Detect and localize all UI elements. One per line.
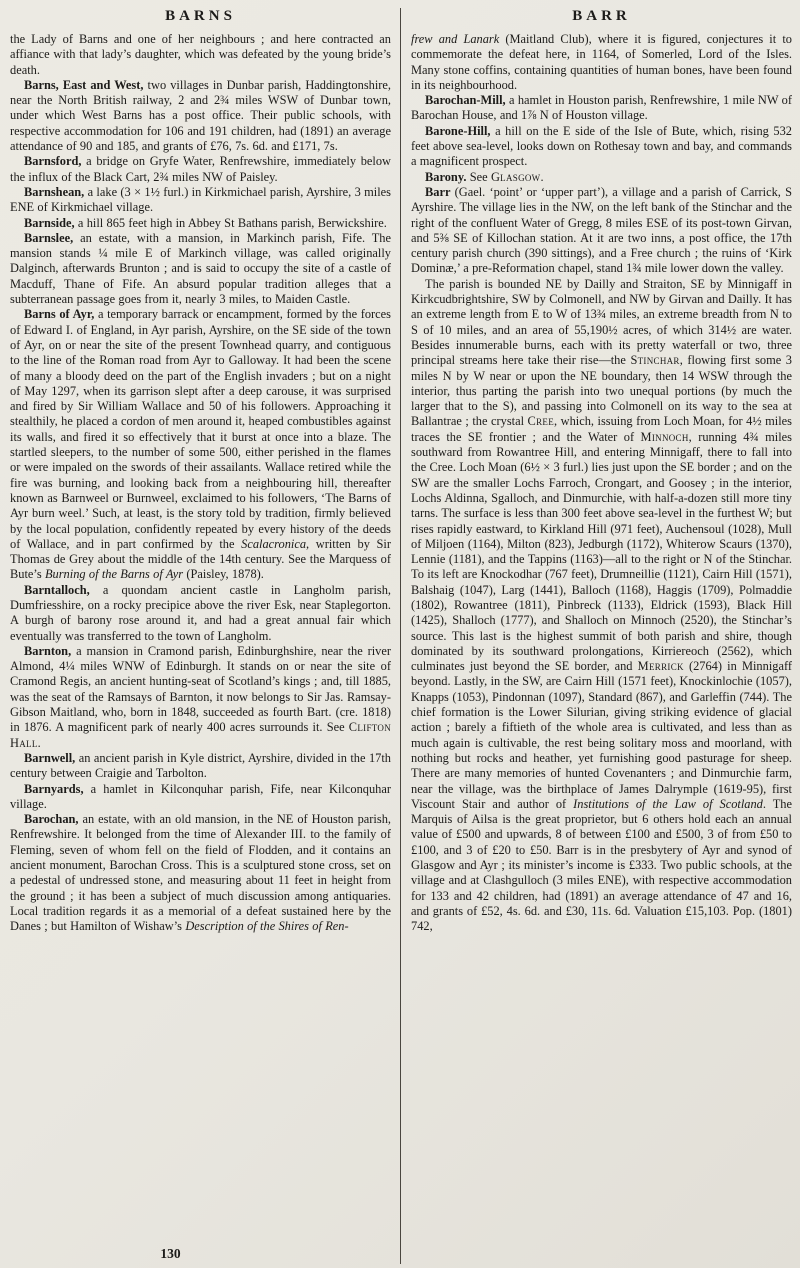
cross-reference: Stinchar [630, 353, 680, 368]
body-text: a bridge on Gryfe Water, Renfrewshire, immediately below the influx of the Black Cart, 2¾ miles NW of Paisley. [10, 154, 391, 184]
entry-paragraph [10, 782, 391, 813]
entry-paragraph [10, 751, 391, 782]
body-text: , flowing first some 3 miles N by W near or upon the NE boundary, then 14 WSW through the interior, thus parting the parish into two unequal portions (by much the larger that to the S), and passing into Colmonell on its way to the sea at Ballantrae ; the crystal [411, 353, 792, 429]
body-text: written by Sir Thomas de Grey about the middle of the 14th century. See the Marquess of Bute’s [10, 536, 391, 582]
page-number: 130 [160, 1246, 181, 1261]
body-text: (Maitland Club), where it is figured, conjectures it to commemorate the defeat here, in 1164, of Somerled, Lord of the Isles. Many stone coffins, containing quantities of human bones, have been found in its neighbourhood. [411, 32, 792, 92]
two-column-layout [10, 6, 792, 1264]
entry-name: Barr [425, 184, 451, 199]
entry-name: Barochan, [24, 812, 79, 827]
right-column [401, 6, 792, 1264]
entry-paragraph [10, 32, 391, 78]
entry-paragraph [10, 583, 391, 644]
body-text: (2764) in Minnigaff beyond. Lastly, in the SW, are Cairn Hill (1571 feet), Knockinlochie (1057), Knapps (1053), Pindonnan (1097), Standard (867), and Garleffin (744). The chief formation is the Lower Silurian, giving striking evidence of glacial action ; barely a fiftieth of the whole area is cultivated, and less than as much again is cultivable, the rest being solitary moss and moorland, with nothing but rocks and heather, yet furnishing good pasturage for sheep. There are many memories of hunted Covenanters ; and Dinmurchie farm, near the village, was the birthplace of James Dalrymple (1619-95), first Viscount Stair and author of [411, 659, 792, 811]
body-text: , running 4¾ miles southward from Rowantree Hill, and entering Minnigaff, there to fall into the Cree. Loch Moan (6½ × 3 furl.) lies just upon the SE border ; and on the SW are the smaller Lochs Farroch, Crongart, and Goosey ; in the interior, Lochs Aldinna, Sgalloch, and Dinmurchie, with half-a-dozen still more tiny tarns. The surface is less than 300 feet above sea-level in the furthest W; but rises rapidly eastward, to Kirkland Hill (971 feet), Auchensoul (1028), Mull of Miljoen (1164), Milton (823), Jedburgh (1172), Whiterow Scaurs (1370), Lennie (1181), and the Tappins (1163)—all to the right or N of the Stinchar. To its left are Knockodhar (767 feet), Drumneillie (1121), Cairn Hill (1571), Balshaig (1047), Larg (1441), Balloch (1168), Haggis (1709), Polmaddie (1802), Rowantree (1811), Pinbreck (1133), Eldrick (1593), Black Hill (1425), Shalloch (1777), and Shalloch on Minnoch (2520), the Stinchar’s source. This last is the highest summit of both parish and shire, though dominated by its southward prolongations, Kirriereoch (2562), which culminates just beyond the SE border, and [411, 429, 792, 674]
book-title: Burning of the Barns of Ayr [44, 567, 184, 582]
cross-reference: Minnoch [640, 429, 689, 444]
entry-name: Barony. [425, 169, 467, 184]
entry-paragraph [10, 154, 391, 185]
body-text: a hill 865 feet high in Abbey St Bathans parish, Berwickshire. [74, 215, 387, 230]
book-title: Institutions of the Law of Scotland [573, 796, 763, 811]
body-text: an ancient parish in Kyle district, Ayrshire, divided in the 17th century between Craigie and Tarbolton. [10, 750, 391, 781]
body-text: . [540, 169, 544, 184]
left-column-body [10, 32, 391, 1243]
body-text: , which, issuing from Loch Moan, for 4½ miles traces the SE frontier ; and the Water of [411, 414, 792, 444]
entry-paragraph [411, 185, 792, 277]
body-text: a hill on the E side of the Isle of Bute, which, rising 532 feet above sea-level, looks down on Rothesay town and bay, and commands a magnificent prospect. [411, 123, 792, 169]
entry-paragraph [411, 124, 792, 170]
cross-reference: Glasgow [490, 169, 541, 184]
body-text: a hamlet in Houston parish, Renfrewshire, 1 mile NW of Barochan House, and 1⅞ N of Houston village. [411, 93, 792, 123]
body-text: See [466, 169, 491, 184]
entry-name: Barnslee, [24, 230, 74, 245]
body-text: a mansion in Cramond parish, Edinburghshire, near the river Almond, 4¼ miles WNW of Edinburgh. It stands on or near the site of Cramond Regis, an ancient hunting-seat of Scotland’s kings ; and, till 1885, was the seat of the Ramsays of Barnton, it now belongs to Sir Jas. Ramsay-Gibson Maitland, who, born in 1848, succeeded as fourth Bart. (cre. 1818) in 1876. A magnificent park of nearly 400 acres surrounds it. See [10, 643, 391, 735]
entry-name: Barntalloch, [24, 582, 90, 597]
entry-name: Barone-Hill, [425, 123, 491, 138]
left-column-header: BARNS [165, 8, 236, 24]
entry-paragraph [10, 185, 391, 216]
entry-name: Barnshean, [24, 184, 85, 199]
book-title: frew and Lanark [411, 32, 500, 46]
body-text: (Gael. ‘point’ or ‘upper part’), a village and a parish of Carrick, S Ayrshire. The village lies in the NW, on the left bank of the Stinchar and the right of the confluent Water of Gregg, 8 miles ESE of its post-town Girvan, and 5⅜ SE of Killochan station. At it are two inns, a post office, the 17th century parish church (390 sittings), and a Free church ; the ruins of ‘Kirk Dominæ,’ a pre-Reformation chapel, stand 1¾ mile lower down the valley. [411, 184, 792, 276]
left-column [10, 6, 400, 1264]
entry-name: Barns of Ayr, [24, 307, 95, 322]
entry-paragraph [10, 78, 391, 154]
body-text: . [37, 735, 41, 750]
entry-paragraph [10, 216, 391, 231]
entry-name: Barochan-Mill, [425, 93, 506, 108]
entry-paragraph [10, 231, 391, 307]
body-text: an estate, with a mansion, in Markinch parish, Fife. The mansion stands ¼ mile E of Markinch village, was called originally Dalginch, afterwards Brunton ; and is said to occupy the site of a castle of Macduff, Thane of Fife. An absurd popular tradition alleges that a subterranean passage goes from it, nearly 3 miles, to Maiden Castle. [10, 230, 391, 307]
right-column-body [411, 32, 792, 1264]
body-text: the Lady of Barns and one of her neighbours ; and here contracted an affiance with that lady’s daughter, which was defeated by the young bride’s death. [10, 32, 391, 77]
entry-paragraph [411, 93, 792, 124]
entry-paragraph [10, 812, 391, 934]
entry-name: Barnwell, [24, 750, 76, 765]
cross-reference: Clifton Hall [10, 720, 391, 750]
body-text: The parish is bounded NE by Dailly and Straiton, SE by Minnigaff in Kirkcudbrightshire, SW by Colmonell, and NW by Girvan and Dailly. It has an extreme length from E to W of 13¾ miles, an extreme breadth from N to S of 10 miles, and an area of 55,190½ acres, of which 314½ are water. Besides innumerable burns, each with its pretty waterfall or two, three principal streams here take their rise—the [411, 276, 792, 368]
body-text: two villages in Dunbar parish, Haddingtonshire, near the North British railway, 2 and 2¾ miles WSW of Dunbar town, under which West Barns has a post office. Their public schools, with respective accommodation for 106 and 191 children, had (1891) an average attendance of 90 and 185, and grants of £76, 7s. 6d. and £171, 7s. [10, 77, 391, 154]
body-text: a hamlet in Kilconquhar parish, Fife, near Kilconquhar village. [10, 781, 391, 811]
body-text: . The Marquis of Ailsa is the great proprietor, but 6 others hold each an annual value of £500 and upwards, 8 of between £100 and £500, 3 of from £50 to £100, and 3 of £20 to £50. Barr is in the presbytery of Ayr and synod of Glasgow and Ayr ; its minister’s income is £333. Two public schools, at the village and at Clashgulloch (3 miles ENE), with respective accommodation for 133 and 42 children, had (1891) an average attendance of 47 and 16, and grants of £52, 4s. 6d. and £30, 11s. 6d. Valuation £15,103. Pop. (1801) 742, [411, 796, 792, 934]
book-title: Description of the Shires of Ren- [185, 919, 349, 934]
entry-name: Barnsford, [24, 154, 82, 169]
cross-reference: Merrick [637, 659, 684, 674]
entry-paragraph [10, 307, 391, 582]
cross-reference: Cree [527, 414, 555, 429]
entry-paragraph [411, 277, 792, 935]
body-text: (Paisley, 1878). [183, 567, 264, 582]
body-text: a lake (3 × 1½ furl.) in Kirkmichael parish, Ayrshire, 3 miles ENE of Kirkmichael village. [10, 184, 391, 215]
entry-paragraph [411, 32, 792, 93]
book-title: Scalacronica, [241, 536, 310, 551]
entry-paragraph [411, 170, 792, 185]
entry-paragraph [10, 644, 391, 751]
entry-name: Barns, East and West, [24, 77, 144, 92]
body-text: a temporary barrack or encampment, formed by the forces of Edward I. of England, in Ayr parish, Ayrshire, on the SE side of the town of Ayr, on or near the site of the present Townhead quarry, and contiguous to the line of the Roman road from Ayr to Galloway. It had been the scene of many a bloody deed on the part of the English invaders ; but on a night of May 1297, when its garrison slept after a deep carouse, it was surprised and fired by Sir William Wallace and 50 of his followers. Approaching it stealthily, he placed a cordon of men around it, heaped combustibles against its walls, and fired it so effectively that it burst at once into a blaze. The startled sleepers, to the number of some 500, either perished in the flames or were impaled on the swords of their assailants. Wallace retired while the fire was burning, and looking back from a neighbouring hill, thereafter known as Barnweel or Burnweel, exclaimed to his followers, ‘The Barns of Ayr burn weel.’ Such, at least, is the story told by tradition, firmly believed by the local population, confidently repeated by every history of the deeds of Wallace, and in part confirmed by the [10, 307, 391, 551]
right-column-header: BARR [572, 8, 631, 24]
body-text: a quondam ancient castle in Langholm parish, Dumfriesshire, on a rocky precipice above the river Esk, near Staplegorton. A burgh of barony rose around it, and had a great annual fair which eventually was transferred to the town of Langholm. [10, 582, 391, 643]
body-text: an estate, with an old mansion, in the NE of Houston parish, Renfrewshire. It belonged from the time of Alexander III. to the family of Fleming, seven of whom fell on the field of Flodden, and it contains an ancient monument, Barochan Cross. This is a sculptured stone cross, set on a pedestal of undressed stone, and measuring about 11 feet in height from the ground ; it has been a subject of much discussion among antiquaries. Local tradition regards it as a memorial of a defeat sustained here by the Danes ; but Hamilton of Wishaw’s [10, 812, 391, 934]
entry-name: Barnside, [24, 215, 75, 230]
entry-name: Barnton, [24, 643, 72, 658]
entry-name: Barnyards, [24, 781, 84, 796]
